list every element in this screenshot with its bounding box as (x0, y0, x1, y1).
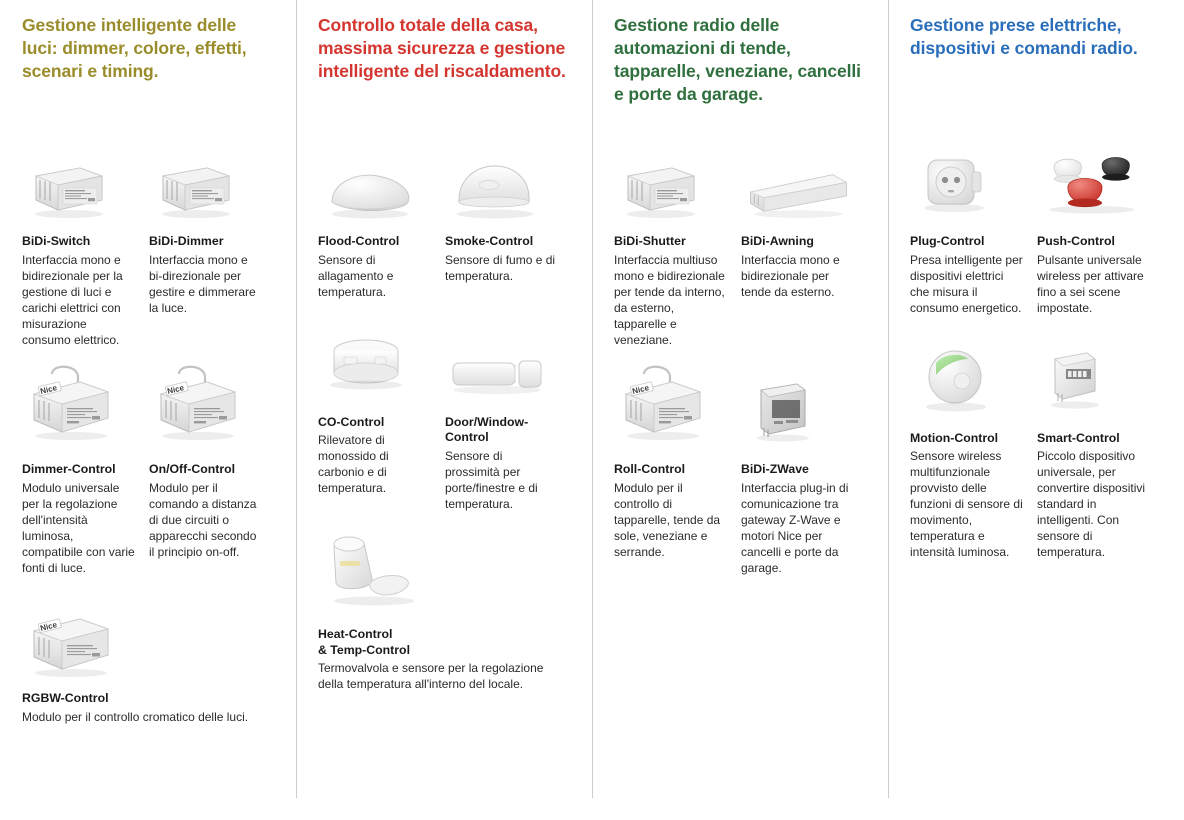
product-card[interactable] (614, 136, 741, 364)
product-card[interactable] (318, 529, 572, 709)
product-description: Modulo per il controllo di tapparelle, tende da sole, veneziane e serrande. (614, 481, 721, 559)
product-description: Sensore di allagamento e temperatura. (318, 252, 394, 299)
product-description: Interfaccia mono e bi-direzionale per gestire e dimmerare la luce. (149, 252, 256, 315)
product-name: Flood-Control (318, 234, 400, 248)
product-list (910, 136, 1164, 577)
smart-module-icon (1037, 333, 1150, 425)
product-description: Termovalvola e sensore per la regolazione della temperatura all'interno del locale. (318, 661, 544, 692)
product-row (614, 136, 868, 364)
push-buttons-icon (1037, 136, 1150, 228)
module-din-small-icon (614, 136, 727, 228)
product-card[interactable] (149, 136, 276, 364)
product-list (318, 136, 572, 709)
product-name: Push-Control (1037, 234, 1115, 248)
co-sensor-icon (318, 317, 431, 409)
product-name: Dimmer-Control (22, 462, 116, 477)
category-title: Gestione prese elettriche, dispositivi e comandi radio. (910, 15, 1138, 59)
product-card[interactable] (1037, 333, 1164, 577)
category-column-inner (592, 0, 888, 820)
module-nice-wire-icon (614, 364, 727, 456)
product-description: Modulo universale per la regolazione dell'intensità luminosa, compatibile con varie fonti di luce. (22, 481, 135, 575)
product-name: On/Off-Control (149, 462, 236, 477)
product-name: BiDi-Awning (741, 234, 814, 248)
product-description: Sensore di prossimità per porte/finestre e di temperatura. (445, 449, 538, 511)
product-row (910, 136, 1164, 333)
product-card[interactable] (318, 317, 445, 529)
product-name: RGBW-Control (22, 690, 109, 705)
product-card[interactable] (910, 333, 1037, 577)
product-description: Modulo per il controllo cromatico delle luci. (22, 709, 249, 724)
module-din-small-icon (22, 136, 135, 228)
product-description: Pulsante universale wireless per attivare fino a sei scene impostate. (1037, 252, 1144, 315)
product-card[interactable] (1037, 136, 1164, 333)
product-list (22, 136, 276, 742)
module-nice-wire-icon (149, 364, 262, 456)
module-nice-wire-icon (22, 364, 135, 456)
product-row (22, 136, 276, 364)
zwave-board-icon (741, 364, 854, 456)
category-column-luci (0, 0, 296, 820)
heat-valve-icon (318, 529, 558, 621)
product-name: Plug-Control (910, 234, 985, 248)
product-row (22, 593, 276, 742)
product-row (318, 136, 572, 317)
product-card[interactable] (741, 136, 868, 364)
product-name: Smoke-Control (445, 234, 534, 248)
product-name: Motion-Control (910, 430, 999, 445)
svg-text:Nice: Nice (39, 620, 58, 633)
product-name: BiDi-ZWave (741, 462, 809, 477)
product-card[interactable] (22, 364, 149, 592)
product-card[interactable] (445, 136, 572, 317)
product-card[interactable] (741, 364, 868, 592)
svg-text:Nice: Nice (631, 383, 650, 397)
product-card[interactable] (910, 136, 1037, 333)
product-description: Piccolo dispositivo universale, per convertire dispositivi standard in intelligenti. Con sensore di temperatura. (1037, 449, 1146, 559)
product-name: BiDi-Shutter (614, 234, 686, 248)
product-card[interactable] (614, 364, 741, 592)
product-name: Smart-Control (1037, 430, 1120, 445)
smoke-sensor-icon (445, 136, 558, 228)
product-description: Interfaccia mono e bidirezionale per tende da esterno. (741, 252, 840, 299)
motion-eye-icon (910, 333, 1023, 425)
product-list (614, 136, 868, 593)
product-card[interactable] (22, 136, 149, 364)
product-row (318, 317, 572, 529)
product-card[interactable] (318, 136, 445, 317)
flood-sensor-icon (318, 136, 431, 228)
category-column-inner (0, 0, 296, 820)
product-description: Modulo per il comando a distanza di due circuiti o apparecchi secondo il principio on-off. (149, 481, 257, 559)
product-row (614, 364, 868, 592)
product-row (318, 529, 572, 709)
category-column-sicurezza (296, 0, 592, 820)
category-column-inner (888, 0, 1184, 820)
product-description: Presa intelligente per dispositivi elettrici che misura il consumo energetico. (910, 252, 1023, 315)
product-card[interactable] (149, 364, 276, 592)
smart-plug-icon (910, 136, 1023, 228)
svg-text:Nice: Nice (39, 383, 58, 397)
module-din-small-icon (149, 136, 262, 228)
product-row (22, 364, 276, 592)
category-title: Gestione radio delle automazioni di tende, tapparelle, veneziane, cancelli e porte da garage. (614, 15, 861, 105)
product-name: BiDi-Dimmer (149, 234, 224, 248)
product-name: Heat-Control & Temp-Control (318, 626, 410, 657)
product-name: BiDi-Switch (22, 234, 91, 248)
product-description: Sensore wireless multifunzionale provvisto delle funzioni di sensore di movimento, temperatura e intensità luminosa. (910, 449, 1023, 559)
category-column-tende (592, 0, 888, 820)
product-description: Interfaccia multiuso mono e bidirezionale per tende da interno, da esterno, tapparelle e veneziane. (614, 252, 725, 347)
product-name: Roll-Control (614, 462, 686, 477)
category-column-inner (296, 0, 592, 820)
product-row (910, 333, 1164, 577)
door-sensor-icon (445, 317, 558, 409)
category-column-prese (888, 0, 1184, 820)
product-name: CO-Control (318, 414, 385, 429)
awning-bar-icon (741, 136, 854, 228)
product-description: Rilevatore di monossido di carbonio e di temperatura. (318, 433, 389, 496)
category-title: Gestione intelligente delle luci: dimmer, colore, effetti, scenari e timing. (22, 15, 247, 82)
product-description: Interfaccia mono e bidirezionale per la gestione di luci e carichi elettrici con misurazione consumo elettrico. (22, 252, 123, 347)
product-description: Interfaccia plug-in di comunicazione tra gateway Z-Wave e motori Nice per cancelli e porte da garage. (741, 481, 849, 575)
product-card[interactable] (22, 593, 276, 742)
module-nice-plain-icon (22, 593, 262, 685)
category-title: Controllo totale della casa, massima sicurezza e gestione intelligente del riscaldamento. (318, 15, 566, 82)
svg-text:Nice: Nice (166, 383, 185, 397)
product-description: Sensore di fumo e di temperatura. (445, 252, 556, 283)
product-name: Door/Window-Control (445, 414, 529, 445)
product-card[interactable] (445, 317, 572, 529)
